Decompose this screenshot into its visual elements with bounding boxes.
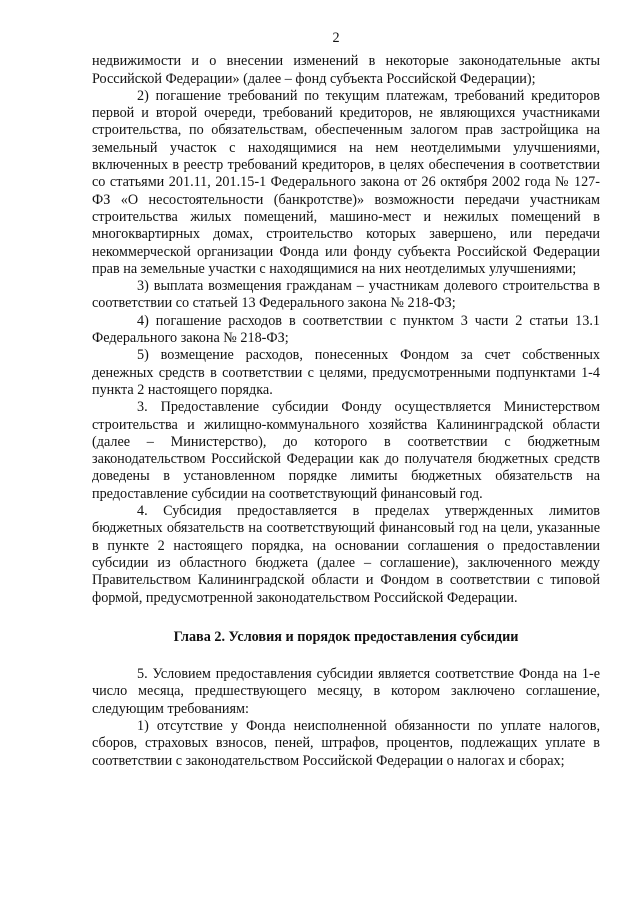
paragraph-continuation: недвижимости и о внесении изменений в некоторые законодательные акты Российской Федерации» (далее – фонд субъекта Российской Федерации); — [92, 53, 600, 87]
paragraph-item-4: 4) погашение расходов в соответствии с пунктом 3 части 2 статьи 13.1 Федерального закона № 218-ФЗ; — [92, 312, 600, 347]
paragraph-requirement-1: 1) отсутствие у Фонда неисполненной обязанности по уплате налогов, сборов, страховых взносов, пеней, штрафов, процентов, подлежащих уплате в соответствии с законодательством Российской Федерации о налогах и сборах; — [92, 717, 600, 769]
chapter-heading: Глава 2. Условия и порядок предоставления субсидии — [173, 628, 519, 645]
paragraph-clause-5: 5. Условием предоставления субсидии является соответствие Фонда на 1-е число месяца, предшествующего месяцу, в котором заключено соглашение, следующим требованиям: — [92, 666, 600, 717]
paragraph-clause-3: 3. Предоставление субсидии Фонду осуществляется Министерством строительства и жилищно-коммунального хозяйства Калининградской области (далее – Министерство), до которого в соответствии с бюджетным законодательством Российской Федерации как до получателя бюджетных средств доведены в установленном порядке лимиты бюджетных обязательств на предоставление субсидии на соответствующий финансовый год. — [92, 399, 600, 502]
paragraph-item-2: 2) погашение требований по текущим платежам, требований кредиторов первой и второй очереди, требований кредиторов, не являющихся участниками строительства, по обязательствам, обеспеченным залогом прав застройщика на земельный участок с находящимися на нем неотделимыми улучшениями, включенных в реестр требований кредиторов, в целях обеспечения в соответствии со статьями 201.11, 201.15-1 Федерального закона от 26 октября 2002 года № 127-ФЗ «О несостоятельности (банкротстве)» возможности передачи участникам строительства жилых помещений, машино-мест и нежилых помещений в многоквартирных домах, строительство которых завершено, или передачи некоммерческой организации Фонда или фонду субъекта Российской Федерации прав на земельные участки с находящимися на них неотделимых улучшениями; — [92, 87, 600, 277]
page-number: 2 — [332, 30, 340, 46]
paragraph-clause-4: 4. Субсидия предоставляется в пределах утвержденных лимитов бюджетных обязательств на соответствующий финансовый год на цели, указанные в пункте 2 настоящего порядка, на основании соглашения о предоставлении субсидии из областного бюджета (далее – соглашение), заключенного между Правительством Калининградской области и Фондом в соответствии с типовой формой, предусмотренной законодательством Российской Федерации. — [92, 503, 600, 606]
paragraph-item-5: 5) возмещение расходов, понесенных Фондом за счет собственных денежных средств в соответствии с целями, предусмотренными подпунктами 1-4 пункта 2 настоящего порядка. — [92, 347, 600, 398]
paragraph-item-3: 3) выплата возмещения гражданам – участникам долевого строительства в соответствии со статьей 13 Федерального закона № 218-ФЗ; — [92, 278, 600, 312]
